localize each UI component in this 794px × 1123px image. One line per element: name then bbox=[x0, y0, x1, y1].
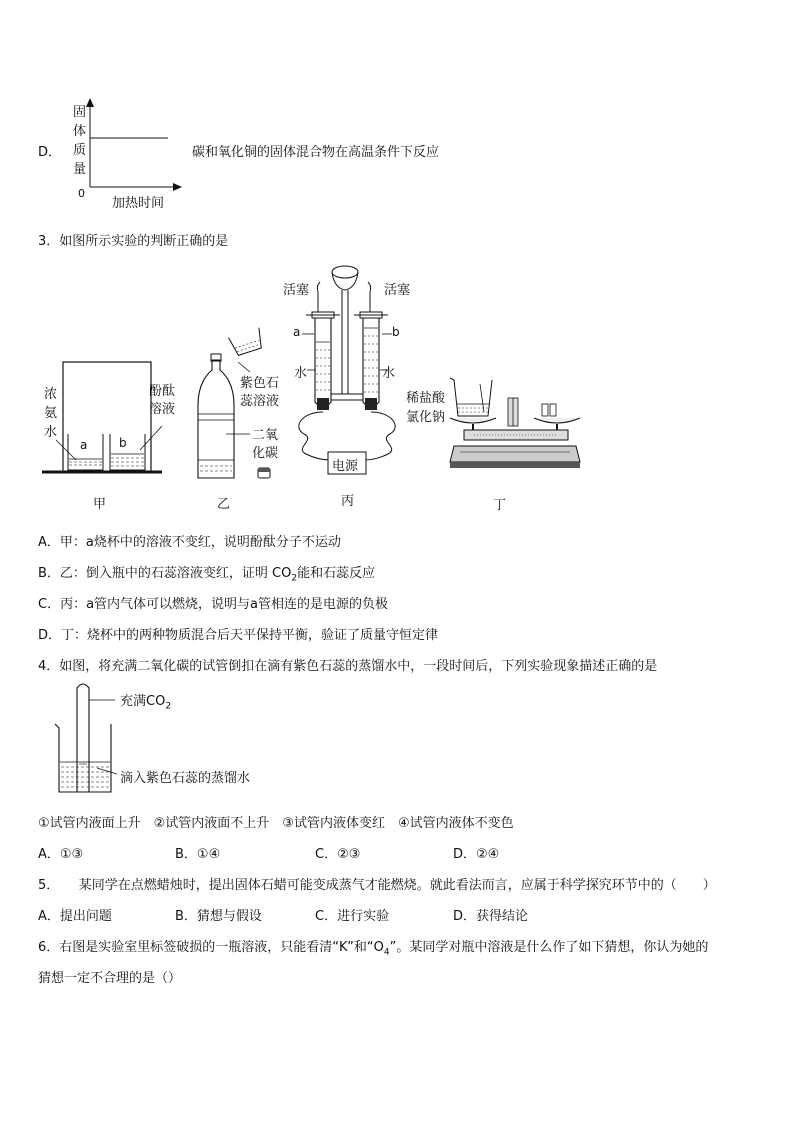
fig-bing-caption: 丙 bbox=[341, 494, 355, 509]
q3-stem: 3．如图所示实验的判断正确的是 bbox=[38, 234, 229, 249]
fig-jia-beaker-a: a bbox=[80, 438, 88, 452]
fig-yi-label1: 紫色石 蕊溶液 bbox=[240, 376, 280, 409]
q2d-origin: 0 bbox=[78, 187, 85, 200]
q3-option-a: A．甲：a烧杯中的溶液不变红，说明酚酞分子不运动 bbox=[38, 535, 341, 550]
fig-bing-stopcock-left: 活塞 bbox=[283, 283, 310, 298]
q5-option-c: C．进行实验 bbox=[315, 909, 390, 924]
q3-option-c: C．丙：a管内气体可以燃烧，说明与a管相连的是电源的负极 bbox=[38, 597, 389, 612]
q4-fig-label1: 充满$CO_2$ bbox=[120, 694, 172, 712]
q4-statements: ①试管内液面上升 ②试管内液面不上升 ③试管内液体变红 ④试管内液体不变色 bbox=[38, 816, 514, 831]
fig-yi-caption: 乙 bbox=[217, 497, 231, 512]
fig-jia-beaker-b: b bbox=[119, 436, 127, 450]
fig-jia-left-label: 浓 氨 水 bbox=[44, 387, 58, 440]
q4-fig-label2: 滴入紫色石蕊的蒸馏水 bbox=[120, 771, 251, 786]
q4-stem: 4．如图，将充满二氧化碳的试管倒扣在滴有紫色石蕊的蒸馏水中，一段时间后，下列实验现象描述正确的是 bbox=[38, 659, 658, 674]
q5-option-d: D．获得结论 bbox=[453, 909, 529, 924]
fig-jia-right-label: 酚酞 溶液 bbox=[149, 384, 176, 417]
q2d-label: D． bbox=[38, 145, 62, 160]
fig-ding-label2: 氯化钠 bbox=[406, 410, 446, 425]
q4-figure bbox=[55, 680, 125, 795]
q3-option-b: B．乙：倒入瓶中的石蕊溶液变红，证明 $CO_2$能和石蕊反应 bbox=[38, 566, 376, 584]
fig-jia bbox=[42, 362, 162, 482]
fig-bing-tube-b: b bbox=[392, 325, 400, 339]
q6-stem: 6．右图是实验室里标签破损的一瓶溶液，只能看清“K”和“$O_4$”。某同学对瓶中溶液是什么作了如下猜想，你认为她的 bbox=[38, 940, 709, 958]
q2d-xlabel: 加热时间 bbox=[112, 196, 165, 211]
fig-bing-water-left: 水 bbox=[294, 366, 308, 381]
fig-jia-caption: 甲 bbox=[93, 497, 107, 512]
fig-ding-label1: 稀盐酸 bbox=[406, 391, 446, 406]
q4-option-c: C．②③ bbox=[315, 847, 361, 862]
fig-bing-tube-a: a bbox=[293, 325, 301, 339]
fig-bing-stopcock-right: 活塞 bbox=[384, 283, 411, 298]
q5-option-b: B．猜想与假设 bbox=[175, 909, 262, 924]
fig-bing-power: 电源 bbox=[332, 459, 359, 474]
q4-option-b: B．①④ bbox=[175, 847, 221, 862]
fig-ding-caption: 丁 bbox=[493, 498, 507, 513]
fig-bing-water-right: 水 bbox=[382, 366, 396, 381]
q4-option-a: A．①③ bbox=[38, 847, 84, 862]
q2d-ylabel: 固 体 质 量 bbox=[73, 105, 87, 177]
q2d-description: 碳和氧化铜的固体混合物在高温条件下反应 bbox=[192, 145, 440, 160]
q3-option-d: D．丁：烧杯中的两种物质混合后天平保持平衡，验证了质量守恒定律 bbox=[38, 628, 439, 643]
q5-option-a: A．提出问题 bbox=[38, 909, 112, 924]
q6-stem-line2: 猜想一定不合理的是（） bbox=[38, 971, 182, 986]
q4-option-d: D．②④ bbox=[453, 847, 500, 862]
fig-yi-label2: 二氧 化碳 bbox=[252, 428, 279, 461]
q5-stem: 5． 某同学在点燃蜡烛时，提出固体石蜡可能变成蒸气才能燃烧。就此看法而言，应属于科学探究环节中的（ ） bbox=[38, 878, 716, 893]
fig-ding bbox=[450, 378, 580, 473]
